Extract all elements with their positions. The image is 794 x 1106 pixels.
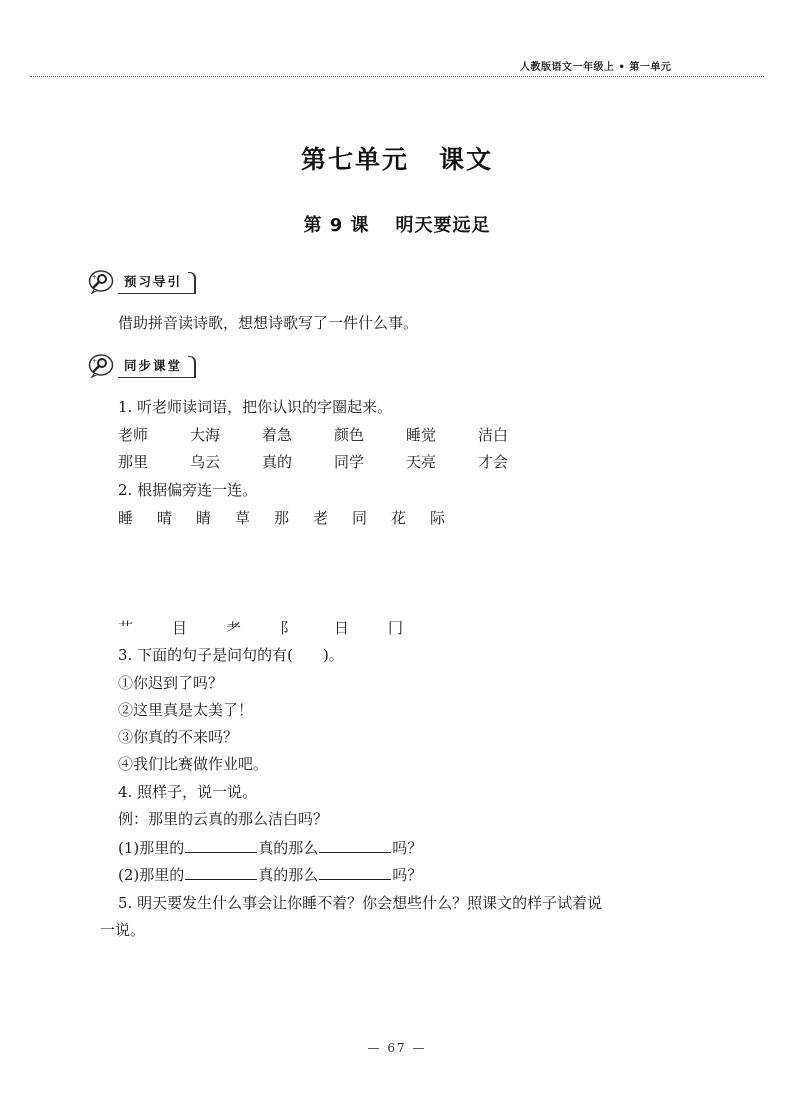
radical[interactable]: 目 [172,619,188,637]
character[interactable]: 花 [391,509,407,527]
section-tag-label: 同步课堂 [118,354,196,378]
q2-character-row [118,508,469,528]
q4-item: (2)那里的 真的那么 吗？ [118,863,422,885]
character[interactable]: 那 [274,509,290,527]
word[interactable]: 那里 [118,453,149,471]
fill-blank[interactable] [185,863,257,880]
lesson-title [0,211,794,237]
q3-option: ①你迟到了吗？ [118,674,224,692]
q4-example: 例：那里的云真的那么洁白吗？ [118,810,329,828]
radical[interactable]: 艹 [118,619,134,637]
unit-title-part2: 课文 [439,145,494,174]
lesson-name: 明天要远足 [395,215,491,236]
character[interactable]: 际 [430,509,446,527]
fill-blank[interactable] [319,863,391,880]
header-dotted-rule [30,76,764,77]
word[interactable]: 天亮 [406,453,437,471]
character[interactable]: 睡 [118,509,134,527]
q3-option: ②这里真是太美了！ [118,701,254,719]
word[interactable]: 睡觉 [406,426,437,444]
radical[interactable]: 耂 [226,619,242,637]
character[interactable]: 老 [313,509,329,527]
section-tag-classroom [88,352,196,380]
q3-option: ③你真的不来吗？ [118,728,239,746]
q1-word-row [118,452,550,472]
word[interactable]: 大海 [190,426,221,444]
q2-prompt: 2. 根据偏旁连一连。 [118,481,258,499]
magnifier-icon [88,354,114,378]
q2-radical-row [118,618,442,638]
q1-word-row [118,425,550,445]
word[interactable]: 同学 [334,453,365,471]
unit-title [0,140,794,176]
word[interactable]: 真的 [262,453,293,471]
radical[interactable]: 日 [334,619,350,637]
word[interactable]: 老师 [118,426,149,444]
word[interactable]: 乌云 [190,453,221,471]
q4-item: (1)那里的 真的那么 吗？ [118,836,422,858]
character[interactable]: 草 [235,509,251,527]
q1-prompt: 1. 听老师读词语，把你认识的字圈起来。 [118,398,393,416]
page-number: — 67 — [367,1041,427,1055]
q3-prompt: 3. 下面的句子是问句的有( )。 [118,646,344,664]
q3-option: ④我们比赛做作业吧。 [118,755,269,773]
radical[interactable]: 冂 [388,619,404,637]
svg-text:+: + [92,274,98,281]
word[interactable]: 洁白 [478,426,509,444]
word[interactable]: 才会 [478,453,509,471]
character[interactable]: 睛 [196,509,212,527]
preview-text: 借助拼音读诗歌，想想诗歌写了一件什么事。 [118,314,419,332]
q5-line1: 5. 明天要发生什么事会让你睡不着？你会想些什么？照课文的样子试着说 [118,894,603,912]
magnifier-icon [88,270,114,294]
section-tag-preview [88,268,196,296]
running-header: 人教版语文一年级上 • 第一单元 [520,62,672,73]
q4-prompt: 4. 照样子，说一说。 [118,783,258,801]
fill-blank[interactable] [185,836,257,853]
radical[interactable]: 阝 [280,619,296,637]
character[interactable]: 晴 [157,509,173,527]
fill-blank[interactable] [319,836,391,853]
word[interactable]: 着急 [262,426,293,444]
character[interactable]: 同 [352,509,368,527]
unit-title-part1: 第七单元 [300,145,409,174]
q5-line2: 一说。 [100,921,146,939]
section-tag-label: 预习导引 [118,270,196,294]
word[interactable]: 颜色 [334,426,365,444]
lesson-number: 第 9 课 [303,215,370,236]
svg-text:+: + [92,358,98,365]
